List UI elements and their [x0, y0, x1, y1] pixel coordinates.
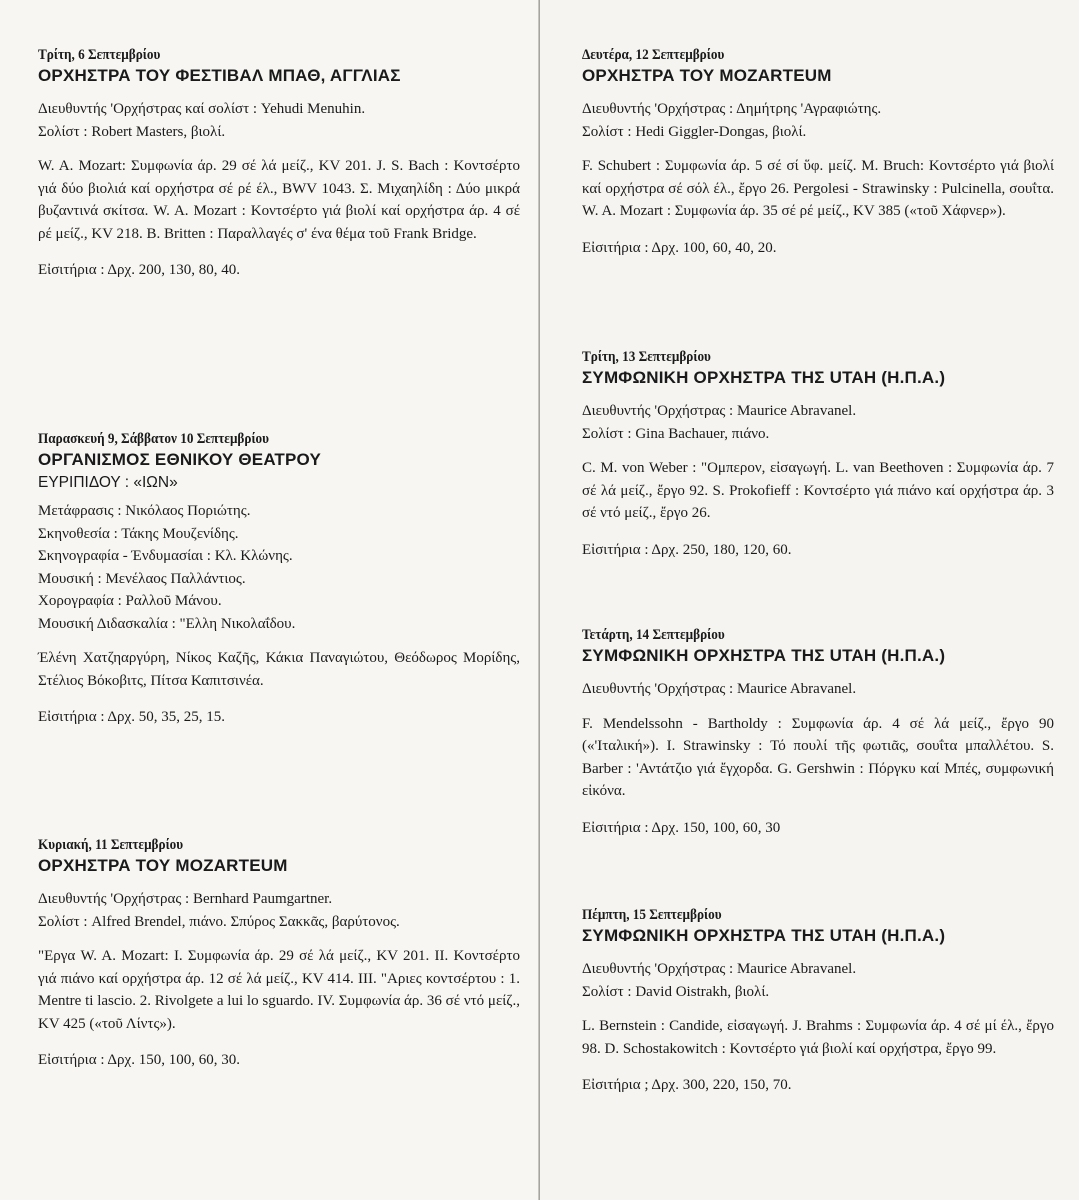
event-block — [582, 906, 1054, 1096]
ticket-prices: Εἰσιτήρια : Δρχ. 50, 35, 25, 15. — [38, 709, 225, 725]
event-date: Κυριακή, 11 Σεπτεμβρίου — [38, 837, 184, 853]
event-subtitle: ΕΥΡΙΠΙΔΟΥ : «ΙΩΝ» — [38, 474, 178, 491]
event-block — [582, 348, 1054, 561]
event-program: L. Bernstein : Candide, εἰσαγωγή. J. Brahms : Συμφωνία άρ. 4 σέ μί έλ., ἔργο 98. D. Schostakowitch : Κοντσέρτο γιά βιολί καί ορχήστρα, ἔργο 99. — [582, 1018, 1054, 1057]
event-program: W. A. Mozart: Συμφωνία άρ. 29 σέ λά μείζ., KV 201. J. S. Bach : Κοντσέρτο γιά δύο βιολιά καί ορχήστρα σέ ρέ έλ., BWV 1043. Σ. Μιχαηλίδη : Δύο μικρά βυζαντινά σκίτσα. W. A. Mozart : Κοντσέρτο γιά βιολί καί ορχήστρα άρ. 4 σέ ρέ μείζ., KV 218. B. Britten : Παραλλαγές σ' ένα θέμα τοῦ Frank Bridge. — [38, 158, 520, 242]
credit-line: Διευθυντής 'Ορχήστρας : Maurice Abravanel. — [582, 961, 857, 977]
credit-line: Διευθυντής 'Ορχήστρας καί σολίστ : Yehudi Menuhin. — [38, 101, 366, 117]
credit-line: Σκηνοθεσία : Τάκης Μουζενίδης. — [38, 525, 239, 542]
ticket-prices: Εἰσιτήρια : Δρχ. 200, 130, 80, 40. — [38, 262, 240, 278]
credit-line: Διευθυντής 'Ορχήστρας : Maurice Abravanel. — [582, 403, 857, 419]
event-program: F. Mendelssohn - Bartholdy : Συμφωνία άρ. 4 σέ λά μείζ., ἔργο 90 («'Ιταλική»). I. Strawinsky : Τό πουλί τῆς φωτιᾶς, σουΐτα μπαλλέτου. S. Barber : 'Αντάτζιο γιά ἔγχορδα. G. Gershwin : Πόργκυ καί Μπές, συμφωνική εἰκόνα. — [582, 715, 1054, 799]
event-date: Τρίτη, 13 Σεπτεμβρίου — [582, 349, 711, 365]
event-date: Πέμπτη, 15 Σεπτεμβρίου — [582, 907, 722, 923]
credit-line: Σολίστ : Hedi Giggler-Dongas, βιολί. — [582, 123, 807, 140]
credit-line: Σολίστ : Robert Masters, βιολί. — [38, 123, 226, 140]
credit-line: Μουσική Διδασκαλία : "Ελλη Νικολαΐδου. — [38, 615, 296, 632]
credit-line: Διευθυντής 'Ορχήστρας : Bernhard Paumgartner. — [38, 891, 333, 907]
event-program: C. M. von Weber : "Ομπερον, εἰσαγωγή. L. van Beethoven : Συμφωνία άρ. 7 σέ λά μείζ., ἔργο 92. S. Prokofieff : Κοντσέρτο γιά πιάνο καί ορχήστρα άρ. 3 σέ ντό μείζ., ἔργο 26. — [582, 460, 1054, 521]
event-credits — [582, 678, 1054, 701]
credit-line: Σολίστ : Gina Bachauer, πιάνο. — [582, 425, 770, 442]
event-date: Τετάρτη, 14 Σεπτεμβρίου — [582, 627, 725, 643]
event-organization: ΟΡΧΗΣΤΡΑ ΤΟΥ MOZARTEUM — [582, 66, 832, 85]
event-date: Δευτέρα, 12 Σεπτεμβρίου — [582, 47, 725, 63]
credit-line: Διευθυντής 'Ορχήστρας : Maurice Abravanel. — [582, 681, 857, 697]
event-cast: Έλένη Χατζηαργύρη, Νίκος Καζῆς, Κάκια Παναγιώτου, Θεόδωρος Μορίδης, Στέλιος Βόκοβιτς, Πίτσα Καπιτσινέα. — [38, 650, 520, 689]
event-credits — [38, 888, 520, 933]
event-date: Παρασκευή 9, Σάββατον 10 Σεπτεμβρίου — [38, 431, 269, 447]
event-program: F. Schubert : Συμφωνία άρ. 5 σέ σί ὕφ. μείζ. M. Bruch: Κοντσέρτο γιά βιολί καί ορχήστρα σέ σόλ έλ., ἔργο 26. Pergolesi - Strawinsky : Pulcinella, σουΐτα. W. A. Mozart : Συμφωνία άρ. 35 σέ ρέ μείζ., KV 385 («τοῦ Χάφνερ»). — [582, 158, 1054, 219]
event-block — [582, 46, 1054, 259]
event-credits — [38, 98, 520, 143]
credit-line: Σολίστ : David Oistrakh, βιολί. — [582, 983, 770, 1000]
credit-line: Χορογραφία : Ραλλοῦ Μάνου. — [38, 593, 222, 609]
credit-line: Διευθυντής 'Ορχήστρας : Δημήτρης 'Αγραφιώτης. — [582, 101, 882, 117]
credit-line: Σολίστ : Alfred Brendel, πιάνο. Σπύρος Σακκᾶς, βαρύτονος. — [38, 913, 400, 930]
event-credits — [582, 400, 1054, 445]
event-organization: ΣΥΜΦΩΝΙΚΗ ΟΡΧΗΣΤΡΑ ΤΗΣ UTAH (Η.Π.Α.) — [582, 646, 946, 665]
event-date: Τρίτη, 6 Σεπτεμβρίου — [38, 47, 161, 63]
ticket-prices: Εἰσιτήρια ; Δρχ. 300, 220, 150, 70. — [582, 1077, 792, 1093]
ticket-prices: Εἰσιτήρια : Δρχ. 150, 100, 60, 30 — [582, 819, 781, 836]
event-block — [38, 836, 520, 1071]
event-block — [582, 626, 1054, 839]
event-block — [38, 46, 520, 281]
right-page — [540, 0, 1079, 1200]
event-credits — [38, 500, 520, 635]
credit-line: Μετάφρασις : Νικόλαος Ποριώτης. — [38, 503, 251, 519]
event-organization: ΣΥΜΦΩΝΙΚΗ ΟΡΧΗΣΤΡΑ ΤΗΣ UTAH (Η.Π.Α.) — [582, 368, 946, 387]
ticket-prices: Εἰσιτήρια : Δρχ. 250, 180, 120, 60. — [582, 541, 792, 558]
event-organization: ΟΡΧΗΣΤΡΑ ΤΟΥ ΦΕΣΤΙΒΑΛ ΜΠΑΘ, ΑΓΓΛΙΑΣ — [38, 66, 401, 85]
event-organization: ΣΥΜΦΩΝΙΚΗ ΟΡΧΗΣΤΡΑ ΤΗΣ UTAH (Η.Π.Α.) — [582, 926, 946, 945]
ticket-prices: Εἰσιτήρια : Δρχ. 150, 100, 60, 30. — [38, 1052, 240, 1068]
event-credits — [582, 958, 1054, 1003]
event-credits — [582, 98, 1054, 143]
event-organization: ΟΡΓΑΝΙΣΜΟΣ ΕΘΝΙΚΟΥ ΘΕΑΤΡΟΥ — [38, 450, 322, 469]
event-program: "Εργα W. A. Mozart: I. Συμφωνία άρ. 29 σέ λά μείζ., KV 201. II. Κοντσέρτο γιά πιάνο καί ορχήστρα άρ. 12 σέ λά μείζ., KV 414. III. "Αριες κοντσέρτου : 1. Mentre ti lascio. 2. Rivolgete a lui lo sguardo. IV. Συμφωνία άρ. 36 σέ ντό μείζ., KV 425 («τοῦ Λίντς»). — [38, 948, 520, 1032]
ticket-prices: Εἰσιτήρια : Δρχ. 100, 60, 40, 20. — [582, 239, 777, 256]
event-block — [38, 430, 520, 728]
event-organization: ΟΡΧΗΣΤΡΑ ΤΟΥ MOZARTEUM — [38, 856, 288, 875]
credit-line: Σκηνογραφία - Ένδυμασίαι : Κλ. Κλώνης. — [38, 548, 293, 564]
credit-line: Μουσική : Μενέλαος Παλλάντιος. — [38, 570, 246, 587]
